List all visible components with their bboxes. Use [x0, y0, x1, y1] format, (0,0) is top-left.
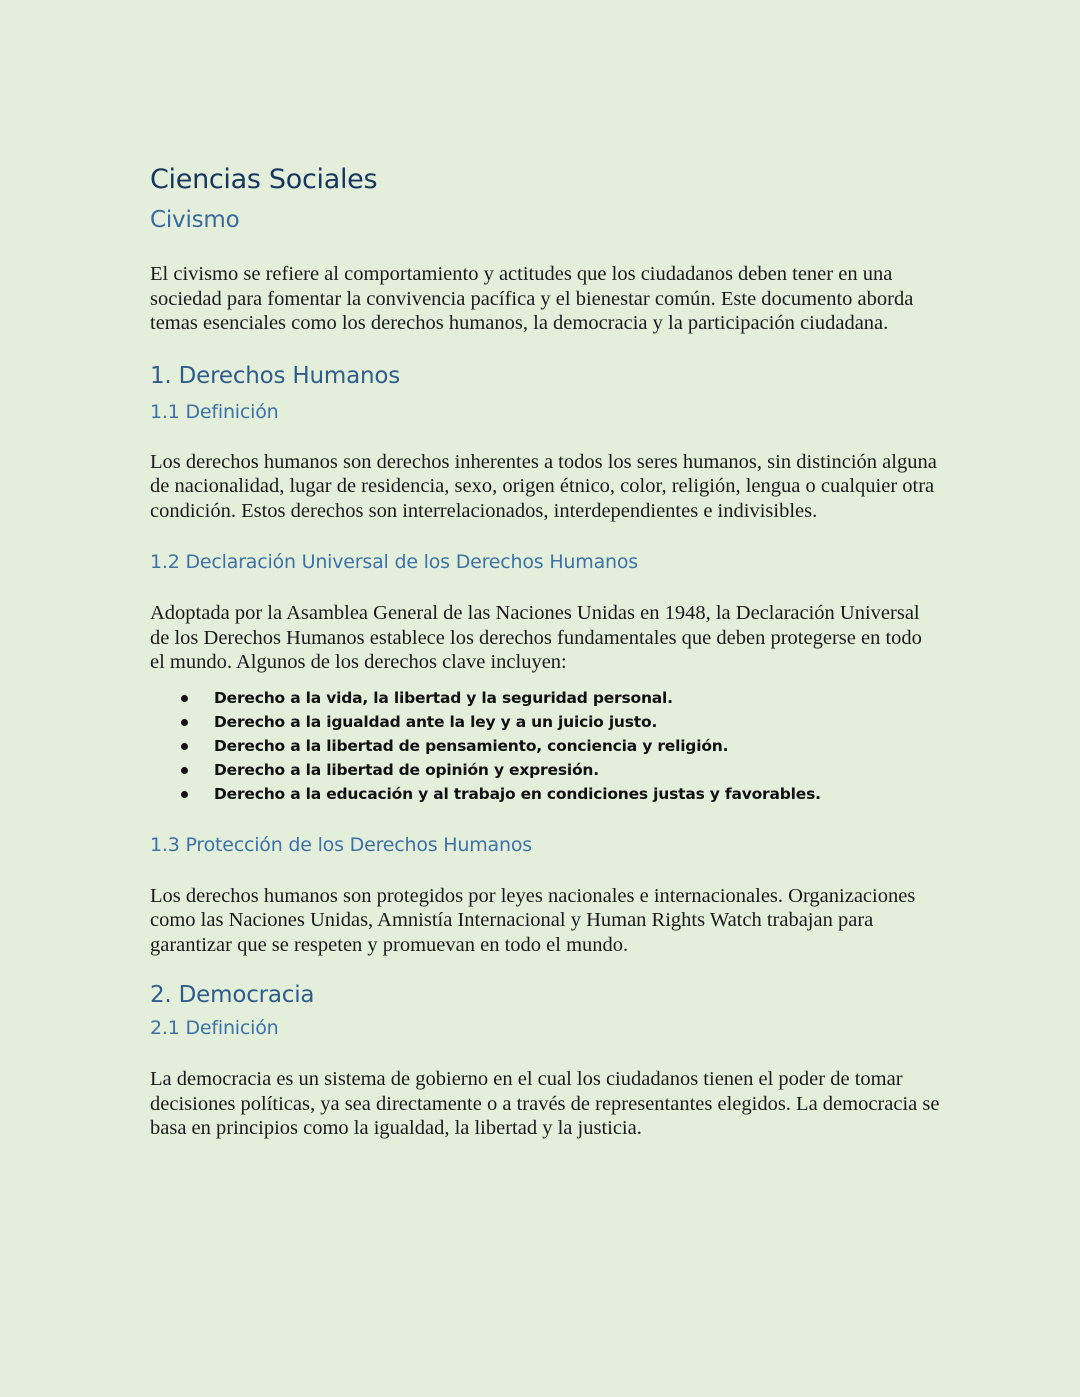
- section-heading-democracia: 2. Democracia: [150, 982, 315, 1008]
- derechos-list: [150, 686, 940, 806]
- list-item: Derecho a la educación y al trabajo en condiciones justas y favorables.: [150, 782, 940, 806]
- document-page: [150, 160, 940, 1141]
- section-heading-derechos-humanos: 1. Derechos Humanos: [150, 362, 401, 389]
- subsection-heading-definicion: 1.1 Definición: [150, 400, 279, 423]
- list-item: Derecho a la libertad de opinión y expresión.: [150, 758, 940, 782]
- subsection-heading-declaracion: 1.2 Declaración Universal de los Derechos Humanos: [150, 551, 638, 573]
- democracia-paragraph: La democracia es un sistema de gobierno en el cual los ciudadanos tienen el poder de tomar decisiones políticas, ya sea directamente o a través de representantes elegidos. La democracia se basa en principios como la igualdad, la libertad y la justicia.: [150, 1068, 940, 1139]
- list-item: Derecho a la igualdad ante la ley y a un juicio justo.: [150, 710, 940, 734]
- proteccion-paragraph: Los derechos humanos son protegidos por leyes nacionales e internacionales. Organizaciones como las Naciones Unidas, Amnistía Internacional y Human Rights Watch trabajan para garantizar que se respeten y promuevan en todo el mundo.: [150, 884, 916, 956]
- list-item: Derecho a la libertad de pensamiento, conciencia y religión.: [150, 734, 940, 758]
- subsection-heading-definicion-democracia: 2.1 Definición: [150, 1017, 279, 1039]
- declaracion-paragraph: Adoptada por la Asamblea General de las Naciones Unidas en 1948, la Declaración Universal de los Derechos Humanos establece los derechos fundamentales que deben protegerse en todo el mundo. Algunos de los derechos clave incluyen:: [150, 602, 922, 673]
- bullet-icon: [181, 743, 188, 750]
- bullet-icon: [181, 791, 188, 798]
- bullet-icon: [181, 719, 188, 726]
- subsection-heading-proteccion: 1.3 Protección de los Derechos Humanos: [150, 833, 532, 856]
- intro-paragraph: El civismo se refiere al comportamiento y actitudes que los ciudadanos deben tener en una sociedad para fomentar la convivencia pacífica y el bienestar común. Este documento aborda temas esenciales como los derechos humanos, la democracia y la participación ciudadana.: [150, 263, 914, 334]
- list-item: Derecho a la vida, la libertad y la seguridad personal.: [150, 686, 940, 710]
- definicion-paragraph: Los derechos humanos son derechos inherentes a todos los seres humanos, sin distinción alguna de nacionalidad, lugar de residencia, sexo, origen étnico, color, religión, lengua o cualquier otra condición. Estos derechos son interrelacionados, interdependientes e indivisibles.: [150, 450, 937, 522]
- document-title: Ciencias Sociales: [150, 164, 378, 195]
- bullet-icon: [181, 695, 188, 702]
- bullet-icon: [181, 767, 188, 774]
- document-subtitle: Civismo: [150, 207, 240, 233]
